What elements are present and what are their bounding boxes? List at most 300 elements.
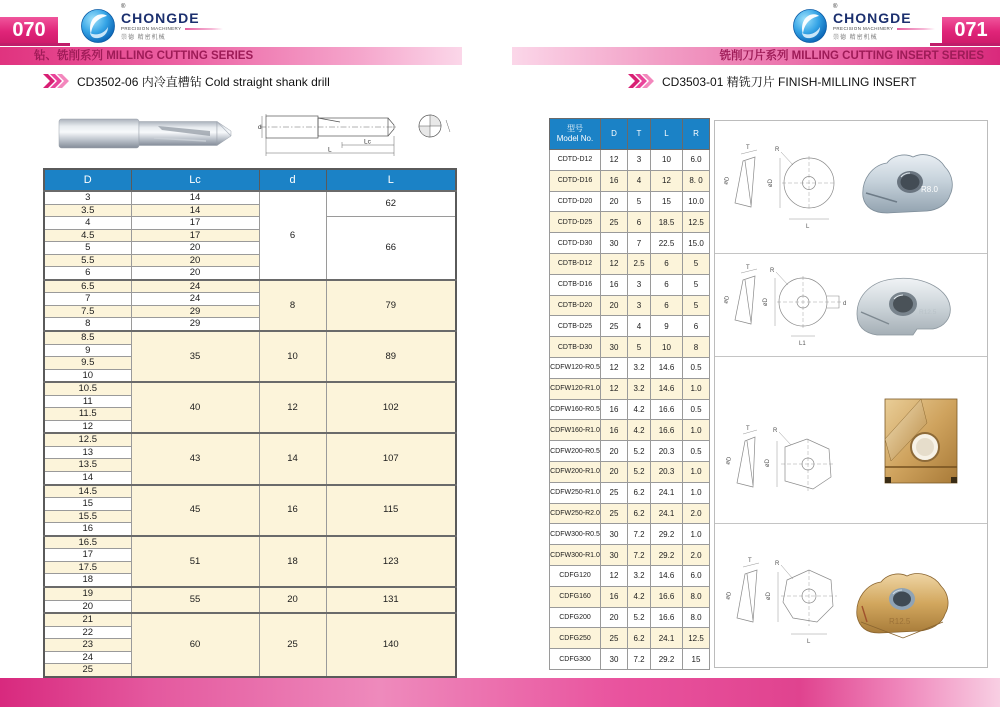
insert-value-cell: 1.0 [683, 378, 710, 399]
drill-table-cell: 21 [44, 613, 131, 626]
drill-table-cell: 20 [44, 600, 131, 613]
page-number-strip-left [0, 43, 70, 46]
dim-label-d: d [258, 124, 262, 131]
drill-table-cell: 60 [131, 613, 259, 677]
insert-value-cell: 7.2 [628, 649, 651, 670]
drill-table-cell: 40 [131, 382, 259, 433]
drill-table-cell: 22 [44, 626, 131, 639]
table-row [550, 607, 710, 628]
table-header-row [550, 119, 710, 150]
section-title-right [628, 72, 917, 90]
insert-value-cell: 5 [628, 337, 651, 358]
dim-label-lc: Lc [364, 138, 371, 146]
gallery-cell-cdtd [715, 121, 987, 253]
gallery-cell-cdtb [715, 253, 987, 357]
table-row [550, 274, 710, 295]
insert-value-cell: 20 [601, 295, 628, 316]
insert-model-cell: CDFG160 [550, 586, 601, 607]
insert-dimension-drawing [721, 143, 851, 235]
table-row [44, 280, 456, 293]
dim-label-R: R [775, 147, 780, 153]
insert-value-cell: 5.2 [628, 607, 651, 628]
drill-table-cell: 10 [259, 331, 326, 382]
col-header-L: L [326, 169, 456, 191]
col-header-T: T [628, 119, 651, 150]
dim-label-T: T [748, 558, 752, 564]
insert-value-cell: 29.2 [651, 545, 683, 566]
insert-value-cell: 30 [601, 337, 628, 358]
insert-value-cell: 29.2 [651, 524, 683, 545]
table-row [550, 233, 710, 254]
dim-label-d: d [843, 301, 847, 307]
drill-table-cell: 51 [131, 536, 259, 587]
dim-label-R: R [775, 561, 780, 567]
series-banner-right-text: 铣削刀片系列 MILLING CUTTING INSERT SERIES [719, 50, 984, 62]
insert-photo-cdtd [853, 147, 963, 225]
table-row [550, 191, 710, 212]
col-header-D: D [601, 119, 628, 150]
dim-label-oD: øD [768, 179, 774, 187]
drill-table-cell: 66 [326, 217, 456, 280]
insert-value-cell: 3 [628, 150, 651, 171]
insert-model-cell: CDFW300-R1.0 [550, 545, 601, 566]
insert-value-cell: 18.5 [651, 212, 683, 233]
drill-table-cell: 12 [44, 420, 131, 433]
insert-value-cell: 5 [683, 274, 710, 295]
drill-table-cell: 15 [44, 498, 131, 511]
table-row [550, 337, 710, 358]
insert-value-cell: 25 [601, 316, 628, 337]
drill-table-cell: 17 [131, 229, 259, 242]
insert-value-cell: 12.5 [683, 212, 710, 233]
dim-label-L: L [806, 224, 810, 230]
drill-table-cell: 10 [44, 369, 131, 382]
insert-value-cell: 25 [601, 482, 628, 503]
insert-value-cell: 6 [651, 274, 683, 295]
insert-dimension-drawing [721, 425, 851, 511]
insert-value-cell: 12 [601, 357, 628, 378]
table-row [550, 316, 710, 337]
drill-table-cell: 140 [326, 613, 456, 677]
drill-table-cell: 4 [44, 217, 131, 230]
table-row [550, 295, 710, 316]
insert-model-cell: CDFW250-R1.0 [550, 482, 601, 503]
insert-value-cell: 15.0 [683, 233, 710, 254]
dim-label-R: R [773, 428, 778, 434]
drill-table-cell: 45 [131, 485, 259, 536]
insert-value-cell: 16.6 [651, 586, 683, 607]
drill-table-cell: 131 [326, 587, 456, 613]
insert-value-cell: 6 [683, 316, 710, 337]
drill-table-cell: 3 [44, 191, 131, 204]
table-header-row [44, 169, 456, 191]
drill-table-cell: 6 [44, 267, 131, 280]
insert-model-cell: CDFW120-R0.5 [550, 357, 601, 378]
table-row [550, 378, 710, 399]
insert-model-cell: CDTB-D20 [550, 295, 601, 316]
insert-value-cell: 8.0 [683, 586, 710, 607]
insert-value-cell: 14.6 [651, 378, 683, 399]
insert-value-cell: 5 [683, 295, 710, 316]
insert-value-cell: 16 [601, 420, 628, 441]
brand-logo-right [792, 4, 935, 44]
insert-value-cell: 20 [601, 461, 628, 482]
insert-value-cell: 1.0 [683, 482, 710, 503]
insert-value-cell: 6.2 [628, 503, 651, 524]
drill-table-cell: 15.5 [44, 510, 131, 523]
insert-value-cell: 3.2 [628, 357, 651, 378]
drill-table-cell: 62 [326, 191, 456, 217]
drill-table-cell: 20 [131, 254, 259, 267]
series-banner-right [512, 47, 1000, 65]
drill-table-cell: 9.5 [44, 357, 131, 370]
insert-value-cell: 0.5 [683, 357, 710, 378]
insert-value-cell: 6.2 [628, 482, 651, 503]
insert-value-cell: 7.2 [628, 524, 651, 545]
insert-photo-cdfg [845, 564, 963, 646]
insert-value-cell: 6.0 [683, 565, 710, 586]
insert-gallery [714, 120, 988, 668]
insert-value-cell: 25 [601, 212, 628, 233]
dim-label-l: L [328, 146, 332, 154]
drill-table-cell: 6 [259, 191, 326, 280]
drill-table-cell: 14 [259, 433, 326, 484]
col-header-model-cn: 型号 [567, 123, 583, 133]
table-row [550, 628, 710, 649]
drill-table-cell: 8 [44, 318, 131, 331]
insert-value-cell: 30 [601, 545, 628, 566]
drill-table-cell: 123 [326, 536, 456, 587]
page-number-strip-right [930, 43, 1000, 46]
insert-value-cell: 25 [601, 628, 628, 649]
insert-value-cell: 12 [601, 150, 628, 171]
insert-model-cell: CDFW300-R0.5 [550, 524, 601, 545]
drill-table-cell: 18 [44, 574, 131, 587]
drill-table-cell: 20 [131, 267, 259, 280]
brand-tagline: PRECISION MACHINERY [121, 26, 182, 31]
insert-model-cell: CDFW120-R1.0 [550, 378, 601, 399]
globe-logo-icon [792, 8, 828, 44]
section-title-right-text: CD3503-01 精铣刀片 FINISH-MILLING INSERT [662, 74, 917, 89]
dim-label-oD: øD [765, 459, 771, 467]
page-number-right: 071 [942, 17, 1000, 43]
drill-table-cell: 115 [326, 485, 456, 536]
insert-value-cell: 2.0 [683, 503, 710, 524]
insert-value-cell: 3 [628, 295, 651, 316]
insert-value-cell: 5.2 [628, 441, 651, 462]
insert-table-body [550, 150, 710, 670]
insert-value-cell: 16 [601, 399, 628, 420]
insert-value-cell: 20 [601, 441, 628, 462]
insert-value-cell: 16 [601, 586, 628, 607]
insert-value-cell: 25 [601, 503, 628, 524]
insert-value-cell: 4 [628, 170, 651, 191]
drill-table-cell: 20 [259, 587, 326, 613]
table-row [44, 382, 456, 395]
insert-value-cell: 8.0 [683, 607, 710, 628]
drill-table-cell: 7.5 [44, 305, 131, 318]
insert-model-cell: CDTB-D12 [550, 253, 601, 274]
insert-model-cell: CDFG200 [550, 607, 601, 628]
table-row [44, 433, 456, 446]
dim-label-T: T [746, 265, 750, 271]
drill-table-cell: 16 [259, 485, 326, 536]
col-header-model-en: Model No. [556, 134, 594, 143]
drill-table-cell: 6.5 [44, 280, 131, 293]
drill-table-cell: 12 [259, 382, 326, 433]
insert-value-cell: 12 [601, 253, 628, 274]
drill-technical-drawing [258, 104, 458, 160]
gallery-cell-cdfg [715, 523, 987, 668]
col-header-Lc: Lc [131, 169, 259, 191]
globe-logo-icon [80, 8, 116, 44]
drill-table-cell: 17 [44, 549, 131, 562]
brand-chinese: 崇德 精密机械 [833, 35, 878, 41]
table-row [44, 613, 456, 626]
insert-model-cell: CDTD-D20 [550, 191, 601, 212]
table-row [550, 503, 710, 524]
insert-value-cell: 29.2 [651, 649, 683, 670]
insert-value-cell: 9 [651, 316, 683, 337]
insert-value-cell: 1.0 [683, 461, 710, 482]
table-row [550, 357, 710, 378]
table-row [550, 150, 710, 171]
insert-value-cell: 10 [651, 150, 683, 171]
dim-label-oD: øD [763, 298, 769, 306]
drill-table-cell: 79 [326, 280, 456, 331]
drill-table-cell: 17.5 [44, 561, 131, 574]
insert-dimension-drawing [721, 556, 851, 652]
insert-value-cell: 6.0 [683, 150, 710, 171]
brand-chinese: 崇德 精密机械 [121, 35, 166, 41]
drill-table-cell: 8.5 [44, 331, 131, 344]
table-row [550, 399, 710, 420]
drill-table-cell: 5 [44, 242, 131, 255]
table-row [550, 253, 710, 274]
insert-value-cell: 4.2 [628, 586, 651, 607]
insert-photo-cdfw [879, 395, 963, 487]
insert-value-cell: 5 [628, 191, 651, 212]
col-header-model [550, 119, 601, 150]
table-row [550, 212, 710, 233]
drill-table-cell: 5.5 [44, 254, 131, 267]
drill-table-cell: 14 [131, 204, 259, 217]
insert-model-cell: CDFW200-R0.5 [550, 441, 601, 462]
drill-table-cell: 14 [44, 472, 131, 485]
table-row [44, 217, 456, 230]
insert-value-cell: 15 [683, 649, 710, 670]
insert-value-cell: 2.0 [683, 545, 710, 566]
drill-table-cell: 25 [44, 664, 131, 677]
insert-value-cell: 5.2 [628, 461, 651, 482]
insert-value-cell: 7 [628, 233, 651, 254]
drill-size-table [43, 168, 457, 678]
table-row [44, 536, 456, 549]
insert-value-cell: 3.2 [628, 565, 651, 586]
dim-label-L: L [807, 639, 811, 645]
insert-value-cell: 16.6 [651, 399, 683, 420]
series-banner-left [0, 47, 462, 65]
insert-value-cell: 7.2 [628, 545, 651, 566]
drill-table-cell: 24 [44, 651, 131, 664]
page-number-left: 070 [0, 17, 58, 43]
drill-table-cell: 20 [131, 242, 259, 255]
drill-table-cell: 29 [131, 318, 259, 331]
drill-table-cell: 24 [131, 293, 259, 306]
footer-bar [0, 678, 1000, 707]
drill-table-cell: 8 [259, 280, 326, 331]
insert-value-cell: 3.2 [628, 378, 651, 399]
insert-value-cell: 6.2 [628, 628, 651, 649]
insert-value-cell: 4 [628, 316, 651, 337]
drill-table-cell: 11.5 [44, 408, 131, 421]
table-row [550, 545, 710, 566]
insert-value-cell: 1.0 [683, 524, 710, 545]
drill-table-cell: 107 [326, 433, 456, 484]
drill-table-cell: 4.5 [44, 229, 131, 242]
dim-label-oD: øD [725, 456, 734, 466]
insert-model-cell: CDFW160-R0.5 [550, 399, 601, 420]
brand-logo-left [80, 4, 223, 44]
insert-value-cell: 10 [651, 337, 683, 358]
drill-table-cell: 18 [259, 536, 326, 587]
insert-model-cell: CDFG300 [550, 649, 601, 670]
drill-table-body [44, 191, 456, 677]
brand-tagline: PRECISION MACHINERY [833, 26, 894, 31]
insert-value-cell: 24.1 [651, 628, 683, 649]
insert-table-header [550, 119, 710, 150]
drill-table-cell: 7 [44, 293, 131, 306]
insert-value-cell: 1.0 [683, 420, 710, 441]
drill-table-cell: 55 [131, 587, 259, 613]
dim-label-R: R [770, 268, 775, 274]
insert-value-cell: 24.1 [651, 503, 683, 524]
insert-value-cell: 22.5 [651, 233, 683, 254]
insert-value-cell: 16 [601, 170, 628, 191]
insert-value-cell: 24.1 [651, 482, 683, 503]
col-header-L: L [651, 119, 683, 150]
insert-value-cell: 0.5 [683, 441, 710, 462]
table-row [550, 524, 710, 545]
drill-table-header [44, 169, 456, 191]
insert-model-cell: CDFW160-R1.0 [550, 420, 601, 441]
insert-value-cell: 15 [651, 191, 683, 212]
insert-model-cell: CDFG120 [550, 565, 601, 586]
dim-label-oD: øD [723, 176, 732, 186]
table-row [550, 461, 710, 482]
col-header-R: R [683, 119, 710, 150]
insert-model-cell: CDFG250 [550, 628, 601, 649]
insert-value-cell: 16.6 [651, 607, 683, 628]
drill-table-cell: 102 [326, 382, 456, 433]
table-row [550, 170, 710, 191]
drill-table-cell: 35 [131, 331, 259, 382]
drill-table-cell: 10.5 [44, 382, 131, 395]
insert-value-cell: 4.2 [628, 399, 651, 420]
drill-table-cell: 11 [44, 395, 131, 408]
insert-dimension-drawing [721, 264, 851, 354]
drill-table-cell: 29 [131, 305, 259, 318]
insert-value-cell: 16 [601, 274, 628, 295]
tagline-dash [185, 28, 223, 30]
insert-value-cell: 20 [601, 607, 628, 628]
drill-table-cell: 24 [131, 280, 259, 293]
insert-value-cell: 3 [628, 274, 651, 295]
drill-table-cell: 89 [326, 331, 456, 382]
section-title-left-text: CD3502-06 内冷直槽钻 Cold straight shank drill [77, 74, 330, 89]
drill-product-photo [58, 116, 234, 152]
table-row [550, 441, 710, 462]
dim-label-T: T [746, 145, 750, 151]
insert-photo-label: R8.0 [921, 185, 938, 194]
insert-value-cell: 6 [651, 253, 683, 274]
insert-model-cell: CDFW200-R1.0 [550, 461, 601, 482]
chevrons-icon [43, 74, 69, 88]
insert-model-cell: CDTD-D12 [550, 150, 601, 171]
brand-name: CHONGDE [833, 10, 912, 26]
table-row [44, 485, 456, 498]
insert-model-cell: CDTD-D25 [550, 212, 601, 233]
insert-value-cell: 30 [601, 233, 628, 254]
drill-table-cell: 9 [44, 344, 131, 357]
dim-label-L1: L1 [799, 341, 806, 347]
table-row [44, 587, 456, 600]
table-row [550, 482, 710, 503]
dim-label-oD: øD [723, 295, 732, 305]
insert-value-cell: 2.5 [628, 253, 651, 274]
insert-value-cell: 4.2 [628, 420, 651, 441]
insert-value-cell: 6 [651, 295, 683, 316]
tagline-dash [897, 28, 935, 30]
dim-label-oD: øD [766, 592, 772, 600]
table-row [550, 586, 710, 607]
registered-mark: ® [833, 4, 838, 10]
drill-table-cell: 17 [131, 217, 259, 230]
table-row [550, 565, 710, 586]
drill-table-cell: 3.5 [44, 204, 131, 217]
col-header-d: d [259, 169, 326, 191]
drill-table-cell: 14 [131, 191, 259, 204]
insert-value-cell: 10.0 [683, 191, 710, 212]
dim-label-oD: øD [725, 591, 734, 601]
insert-value-cell: 16.6 [651, 420, 683, 441]
section-title-left [43, 72, 330, 90]
table-row [44, 191, 456, 204]
series-banner-left-text: 钻、铣削系列 MILLING CUTTING SERIES [34, 50, 254, 62]
col-header-D: D [44, 169, 131, 191]
drill-table-cell: 16.5 [44, 536, 131, 549]
insert-model-cell: CDTD-D16 [550, 170, 601, 191]
drill-table-cell: 12.5 [44, 433, 131, 446]
insert-photo-label: R12.5 [889, 617, 911, 626]
insert-value-cell: 20.3 [651, 441, 683, 462]
drill-table-cell: 13 [44, 446, 131, 459]
insert-value-cell: 12.5 [683, 628, 710, 649]
brand-name: CHONGDE [121, 10, 200, 26]
chevrons-icon [628, 74, 654, 88]
insert-value-cell: 8. 0 [683, 170, 710, 191]
insert-value-cell: 30 [601, 524, 628, 545]
insert-photo-cdtb [849, 272, 963, 344]
gallery-cell-cdfw [715, 356, 987, 524]
insert-model-cell: CDTB-D30 [550, 337, 601, 358]
registered-mark: ® [121, 4, 126, 10]
insert-value-cell: 6 [628, 212, 651, 233]
drill-table-cell: 14.5 [44, 485, 131, 498]
drill-table-cell: 16 [44, 523, 131, 536]
table-row [44, 331, 456, 344]
insert-photo-label: R12.5 [919, 309, 937, 316]
